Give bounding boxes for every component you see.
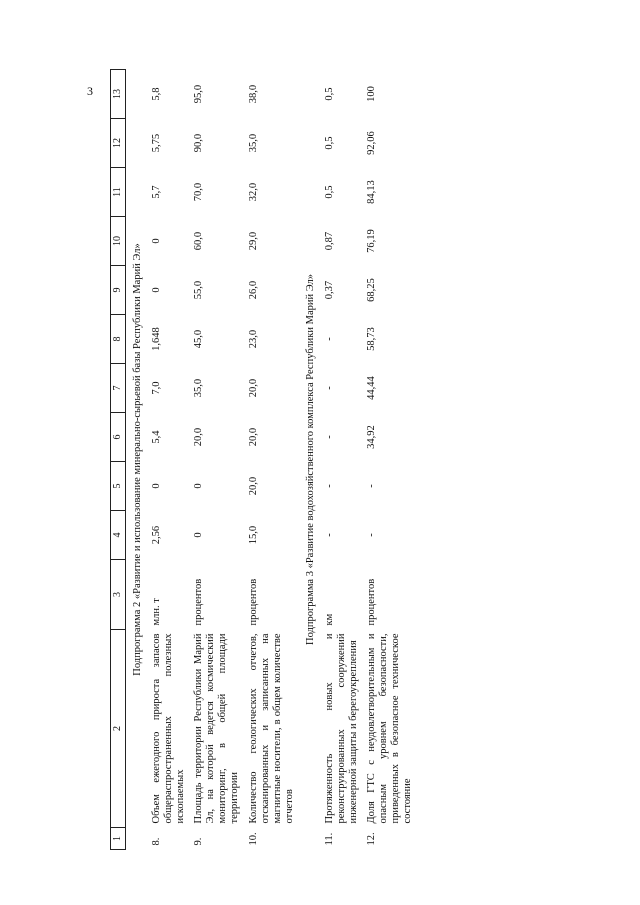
value-cell: 32,0 <box>247 182 259 202</box>
indicator-name: Протяженность новых и реконструированных сооружений инженерной защиты и берегоукрепления <box>323 633 359 824</box>
header-row <box>111 70 126 850</box>
value-cell: 95,0 <box>193 84 205 104</box>
table-row <box>363 70 417 850</box>
unit-cell: процентов <box>366 578 377 626</box>
table-row <box>190 70 244 850</box>
value-cell: 20,0 <box>247 378 259 398</box>
value-cell: 29,0 <box>247 231 259 251</box>
value-cell: 20,0 <box>193 427 205 447</box>
unit-cell: процентов <box>247 578 259 626</box>
row-number: 12. <box>366 832 377 846</box>
row-number: 11. <box>323 832 335 846</box>
unit-cell: млн. т <box>151 598 163 626</box>
value-cell: 15,0 <box>247 525 259 545</box>
page-number: 3 <box>87 84 93 98</box>
section-title: Подпрограмма 2 «Развитие и использование минерально-сырьевой базы Республики Марий Эл» <box>132 243 143 676</box>
value-cell: 44,44 <box>366 376 377 400</box>
value-cell: 55,0 <box>193 280 205 300</box>
header-cell: 1 <box>111 828 126 850</box>
value-cell: - <box>366 533 377 537</box>
value-cell: 84,13 <box>366 180 377 204</box>
value-cell: 45,0 <box>193 329 205 349</box>
table-row <box>245 70 299 850</box>
value-cell: 92,06 <box>366 131 377 155</box>
value-cell: 20,0 <box>247 427 259 447</box>
value-cell: 23,0 <box>247 329 259 349</box>
value-cell: 1,648 <box>151 327 163 351</box>
indicator-name: Доля ГТС с неудовлетворительным и опасным уровнем безопасности, приведенных в безопасное техническое состояние <box>366 633 414 824</box>
value-cell: - <box>323 533 335 537</box>
value-cell: 60,0 <box>193 231 205 251</box>
indicator-name: Площадь территории Республики Марий Эл, на которой ведется космический мониторинг, в общей площади территории <box>193 633 241 824</box>
header-cell: 13 <box>111 70 126 119</box>
value-cell: 5,7 <box>151 185 163 199</box>
value-cell: 7,0 <box>151 381 163 395</box>
value-cell: 0 <box>151 238 163 244</box>
row-number: 9. <box>193 837 205 846</box>
value-cell: 90,0 <box>193 133 205 153</box>
value-cell: 26,0 <box>247 280 259 300</box>
header-cell: 4 <box>111 511 126 560</box>
header-cell: 10 <box>111 217 126 266</box>
indicators-table <box>110 69 417 850</box>
value-cell: 58,73 <box>366 327 377 351</box>
value-cell: 35,0 <box>193 378 205 398</box>
value-cell: - <box>323 386 335 390</box>
header-cell: 3 <box>111 560 126 630</box>
header-cell: 2 <box>111 630 126 828</box>
value-cell: 0 <box>151 287 163 293</box>
value-cell: 0,87 <box>323 231 335 251</box>
section-title: Подпрограмма 3 «Развитие водохозяйственного комплекса Республики Марий Эл» <box>304 273 316 646</box>
value-cell: 70,0 <box>193 182 205 202</box>
value-cell: 5,4 <box>151 430 163 444</box>
unit-cell: процентов <box>193 578 205 626</box>
value-cell: - <box>323 435 335 439</box>
value-cell: - <box>366 484 377 488</box>
header-cell: 11 <box>111 168 126 217</box>
value-cell: 5,75 <box>151 133 163 153</box>
unit-cell: км <box>323 613 335 626</box>
header-cell: 6 <box>111 413 126 462</box>
value-cell: 34,92 <box>366 425 377 449</box>
value-cell: - <box>323 484 335 488</box>
value-cell: 100 <box>366 86 377 102</box>
value-cell: 0,5 <box>323 185 335 199</box>
header-cell: 7 <box>111 364 126 413</box>
header-cell: 8 <box>111 315 126 364</box>
value-cell: 68,25 <box>366 278 377 302</box>
header-cell: 5 <box>111 462 126 511</box>
row-number: 8. <box>151 837 163 846</box>
header-cell: 12 <box>111 119 126 168</box>
value-cell: 0,5 <box>323 87 335 101</box>
table-body <box>126 70 418 850</box>
value-cell: 0 <box>193 532 205 538</box>
indicator-name: Объем ежегодного прироста запасов общераспространенных полезных ископаемых <box>151 633 187 824</box>
value-cell: 0,37 <box>323 280 335 300</box>
value-cell: 20,0 <box>247 476 259 496</box>
indicator-name: Количество геологических отчетов, отсканированных и записанных на магнитные носители, в общем количестве отчетов <box>247 633 295 824</box>
value-cell: - <box>323 337 335 341</box>
value-cell: 0 <box>193 483 205 489</box>
header-cell: 9 <box>111 266 126 315</box>
table-row <box>148 70 190 850</box>
value-cell: 35,0 <box>247 133 259 153</box>
value-cell: 0,5 <box>323 136 335 150</box>
value-cell: 2,56 <box>151 525 163 545</box>
table-row <box>321 70 363 850</box>
value-cell: 5,8 <box>151 87 163 101</box>
value-cell: 76,19 <box>366 229 377 253</box>
row-number: 10. <box>247 832 259 846</box>
value-cell: 38,0 <box>247 84 259 104</box>
rotated-table-sheet <box>110 70 530 850</box>
value-cell: 0 <box>151 483 163 489</box>
